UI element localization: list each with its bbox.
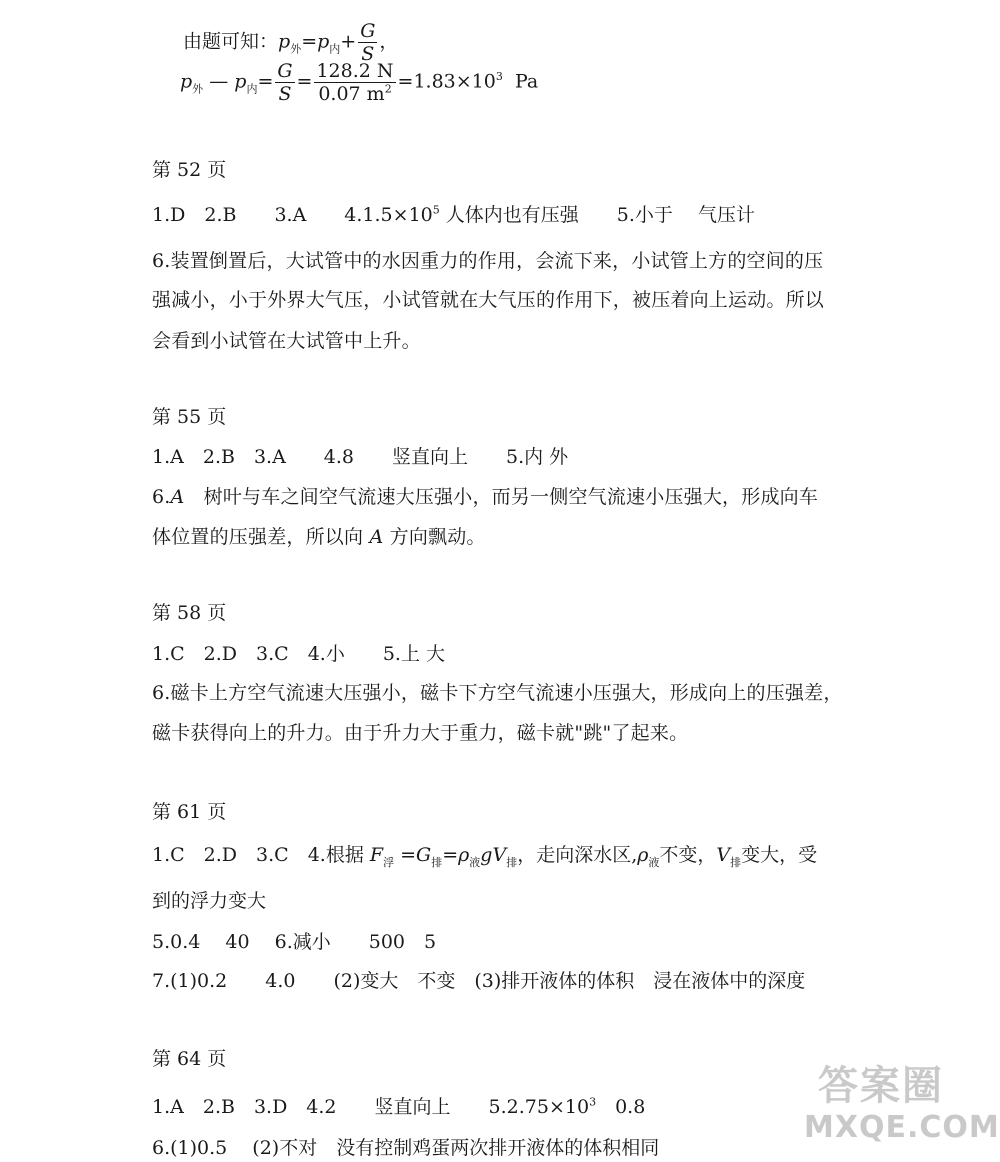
- formula-intro: 由题可知：: [183, 30, 279, 53]
- answer-line: 6.(1)0.5 (2)不对 没有控制鸡蛋两次排开液体的体积相同: [152, 1137, 660, 1159]
- answer-line: 5.0.4 40 6.减小 500 5: [152, 931, 437, 953]
- answer-line: 1.A 2.B 3.D 4.2 竖直向上 $5.2.75\times 10^3$ 0.8: [152, 1095, 646, 1118]
- answer-line: 7.(1)0.2 4.0 (2)变大 不变 (3)排开液体的体积 浸在液体中的深度: [152, 970, 806, 992]
- section-title-61: 第 61 页: [152, 801, 227, 823]
- answer-line: 到的浮力变大: [152, 890, 267, 912]
- answer-line: 1.D 2.B 3.A $4.1.5\times 10^5$ 人体内也有压强 5.小于 气压计: [152, 203, 755, 226]
- answer-line: 磁卡获得向上的升力。由于升力大于重力，磁卡就"跳"了起来。: [152, 722, 689, 744]
- answer-line: 6.磁卡上方空气流速大压强小，磁卡下方空气流速小压强大，形成向上的压强差，: [152, 682, 843, 704]
- watermark-bottom: MXQE.COM: [804, 1110, 1000, 1145]
- formula-result: =1.83×10: [397, 70, 496, 93]
- formula-unit: Pa: [514, 70, 539, 93]
- fraction-g-over-s: $\frac{G}{S}$: [360, 20, 376, 65]
- section-title-52: 第 52 页: [152, 159, 227, 181]
- formula-line-1: 由题可知：$p_外=p_内+$ $\frac{G}{S}$ ，: [183, 20, 399, 65]
- p-symbol: p: [278, 30, 291, 53]
- answer-line: 1.C 2.D 3.C 4.根据 $F_浮 =G_排=\rho_液gV_排$，走向深水区$,\rho_液$不变，$V_排$变大，受: [152, 844, 818, 869]
- answer-line: 会看到小试管在大试管中上升。: [152, 330, 421, 352]
- answer-line: 6.A 树叶与车之间空气流速大压强小，而另一侧空气流速小压强大，形成向车: [152, 486, 819, 508]
- fraction-values: $\frac{128.2 N}{0.07 m^2}$: [316, 60, 394, 105]
- sub-nei: 内: [329, 42, 341, 56]
- watermark-top: 答案圈: [818, 1063, 944, 1109]
- answer-line: 1.C 2.D 3.C 4.小 5.上 大: [152, 643, 445, 665]
- section-title-58: 第 58 页: [152, 602, 227, 624]
- sub-wai: 外: [290, 42, 302, 56]
- section-title-55: 第 55 页: [152, 406, 227, 428]
- section-title-64: 第 64 页: [152, 1048, 227, 1070]
- answer-line: 体位置的压强差，所以向 A 方向飘动。: [152, 526, 486, 548]
- fraction-g-over-s-2: $\frac{G}{S}$: [277, 60, 293, 105]
- answer-line: 1.A 2.B 3.A 4.8 竖直向上 5.内 外: [152, 446, 569, 468]
- answer-line: 6.装置倒置后，大试管中的水因重力的作用，会流下来，小试管上方的空间的压: [152, 250, 824, 272]
- formula-line-2: $p_外$ — $p_内=$ $\frac{G}{S}$ = $\frac{128.2 N}{0.07 m^2}$ $=1.83\times 10^3$ Pa: [180, 60, 539, 105]
- answer-line: 强减小，小于外界大气压，小试管就在大气压的作用下，被压着向上运动。所以: [152, 289, 825, 311]
- watermark-logo: [798, 1054, 1000, 1154]
